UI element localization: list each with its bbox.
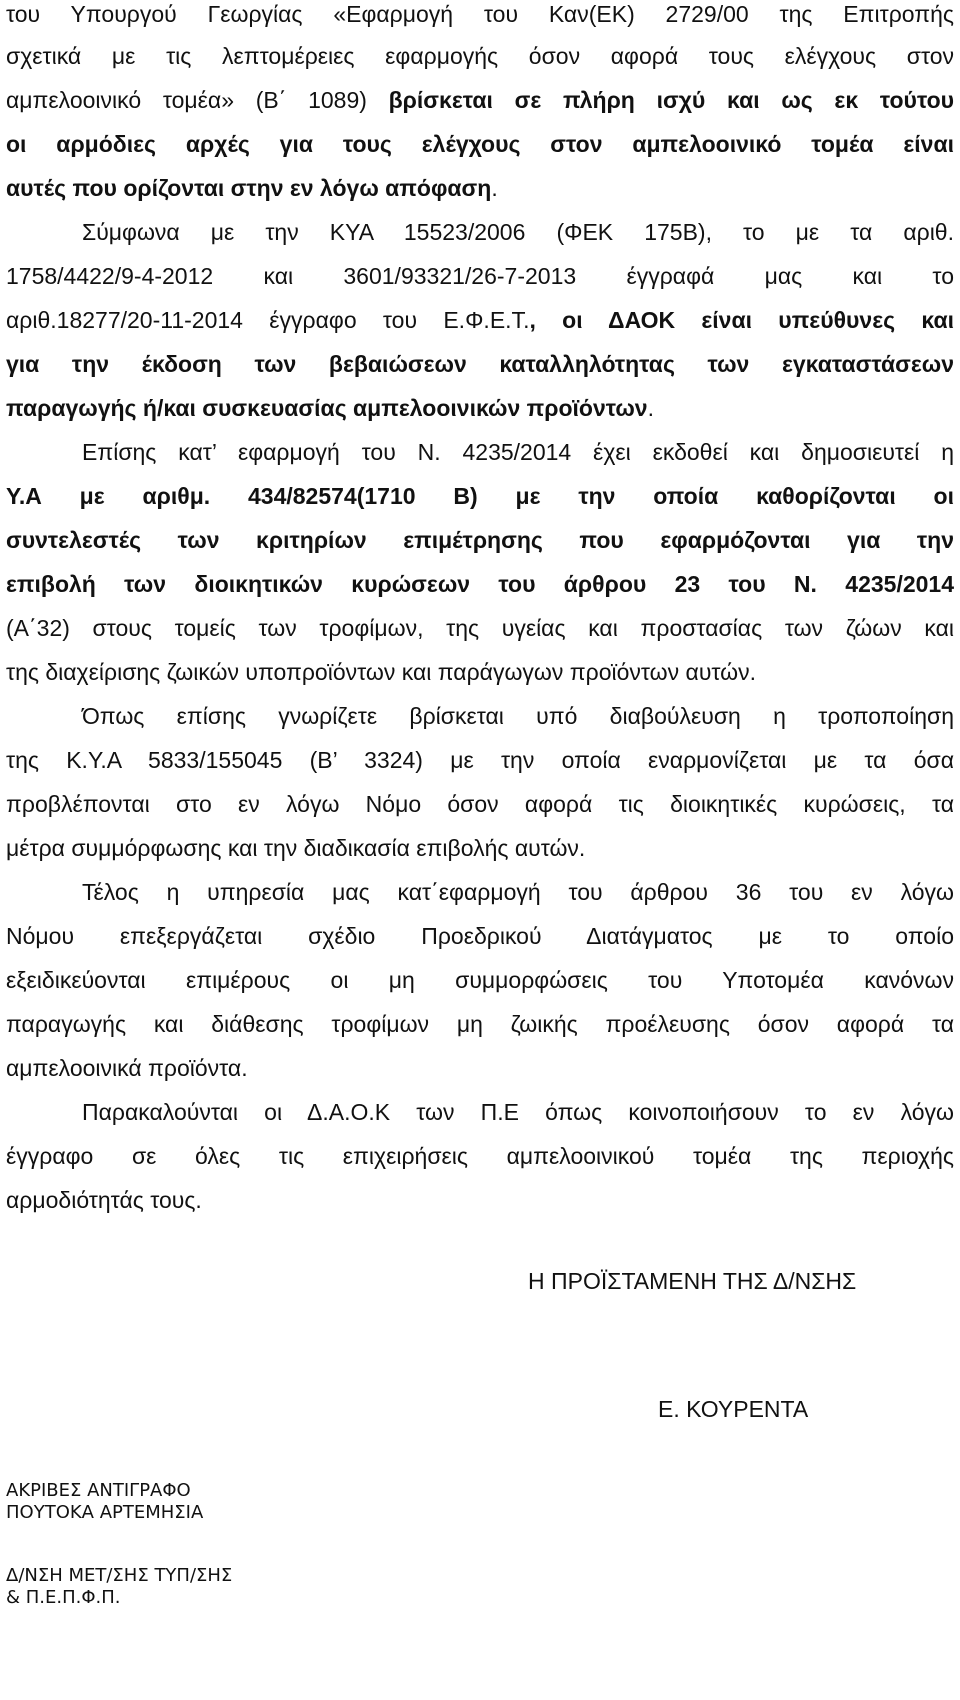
paragraph-6-line-1: Παρακαλούνται οι Δ.Α.Ο.Κ των Π.Ε όπως κοινοποιήσουν το εν λόγω — [82, 1099, 954, 1125]
paragraph-3-line-3: συντελεστές των κριτηρίων επιμέτρησης που εφαρμόζονται για την — [6, 527, 954, 553]
paragraph-2-line-1: Σύμφωνα με την ΚΥΑ 15523/2006 (ΦΕΚ 175Β), το με τα αριθ. — [82, 219, 954, 245]
paragraph-5-line-2: Νόμου επεξεργάζεται σχέδιο Προεδρικού Διατάγματος με το οποίο — [6, 923, 954, 949]
paragraph-4-line-4: μέτρα συμμόρφωσης και την διαδικασία επιβολής αυτών. — [6, 835, 586, 861]
paragraph-3-line-2: Υ.Α με αριθμ. 434/82574(1710 Β) με την οποία καθορίζονται οι — [6, 483, 954, 509]
paragraph-3-line-6: της διαχείρισης ζωικών υποπροϊόντων και παράγωγων προϊόντων αυτών. — [6, 659, 757, 685]
paragraph-3-line-5: (Α΄32) στους τομείς των τροφίμων, της υγείας και προστασίας των ζώων και — [6, 615, 954, 641]
signature-name: Ε. ΚΟΥΡΕΝΤΑ — [658, 1396, 809, 1422]
paragraph-1-line-4: οι αρμόδιες αρχές για τους ελέγχους στον αμπελοοινικό τομέα είναι — [6, 131, 954, 157]
paragraph-4-line-2: της Κ.Υ.Α 5833/155045 (Β’ 3324) με την οποία εναρμονίζεται με τα όσα — [6, 747, 954, 773]
footer-department-suffix: & Π.Ε.Π.Φ.Π. — [6, 1587, 121, 1608]
paragraph-2-line-2: 1758/4422/9-4-2012 και 3601/93321/26-7-2013 έγγραφά μας και το — [6, 263, 954, 289]
paragraph-5-line-3: εξειδικεύονται επιμέρους οι μη συμμορφώσεις του Υποτομέα κανόνων — [6, 967, 954, 993]
signature-title: Η ΠΡΟΪΣΤΑΜΕΝΗ ΤΗΣ Δ/ΝΣΗΣ — [528, 1268, 857, 1294]
paragraph-2-line-4: για την έκδοση των βεβαιώσεων καταλληλότητας των εγκαταστάσεων — [6, 351, 954, 377]
footer-certified-copy: ΑΚΡΙΒΕΣ ΑΝΤΙΓΡΑΦΟ — [6, 1480, 191, 1501]
paragraph-1-line-5: αυτές που ορίζονται στην εν λόγω απόφαση. — [6, 175, 498, 201]
paragraph-5-line-5: αμπελοοινικά προϊόντα. — [6, 1055, 248, 1081]
paragraph-2-line-5: παραγωγής ή/και συσκευασίας αμπελοοινικών προϊόντων. — [6, 395, 654, 421]
footer-department: Δ/ΝΣΗ ΜΕΤ/ΣΗΣ ΤΥΠ/ΣΗΣ — [6, 1565, 233, 1586]
paragraph-4-line-3: προβλέπονται στο εν λόγω Νόμο όσον αφορά τις διοικητικές κυρώσεις, τα — [6, 791, 954, 817]
paragraph-2-line-3: αριθ.18277/20-11-2014 έγγραφο του Ε.Φ.Ε.Τ., οι ΔΑΟΚ είναι υπεύθυνες και — [6, 307, 954, 333]
paragraph-6-line-3: αρμοδιότητάς τους. — [6, 1187, 202, 1213]
paragraph-3-line-4: επιβολή των διοικητικών κυρώσεων του άρθρου 23 του Ν. 4235/2014 — [6, 571, 954, 597]
paragraph-1-line-1: του Υπουργού Γεωργίας «Εφαρμογή του Καν(ΕΚ) 2729/00 της Επιτροπής — [6, 1, 954, 27]
paragraph-1-line-2: σχετικά με τις λεπτομέρειες εφαρμογής όσον αφορά τους ελέγχους στον — [6, 43, 954, 69]
paragraph-4-line-1: Όπως επίσης γνωρίζετε βρίσκεται υπό διαβούλευση η τροποποίηση — [82, 703, 954, 729]
paragraph-6-line-2: έγγραφο σε όλες τις επιχειρήσεις αμπελοοινικού τομέα της περιοχής — [6, 1143, 954, 1169]
paragraph-1-line-3: αμπελοοινικό τομέα» (Β΄ 1089) βρίσκεται σε πλήρη ισχύ και ως εκ τούτου — [6, 87, 955, 113]
paragraph-5-line-4: παραγωγής και διάθεσης τροφίμων μη ζωικής προέλευσης όσον αφορά τα — [6, 1011, 954, 1037]
footer-copy-signer: ΠΟΥΤΟΚΑ ΑΡΤΕΜΗΣΙΑ — [6, 1502, 204, 1523]
paragraph-3-line-1: Επίσης κατ’ εφαρμογή του Ν. 4235/2014 έχει εκδοθεί και δημοσιευτεί η — [82, 439, 954, 465]
paragraph-5-line-1: Τέλος η υπηρεσία μας κατ΄εφαρμογή του άρθρου 36 του εν λόγω — [82, 879, 954, 905]
